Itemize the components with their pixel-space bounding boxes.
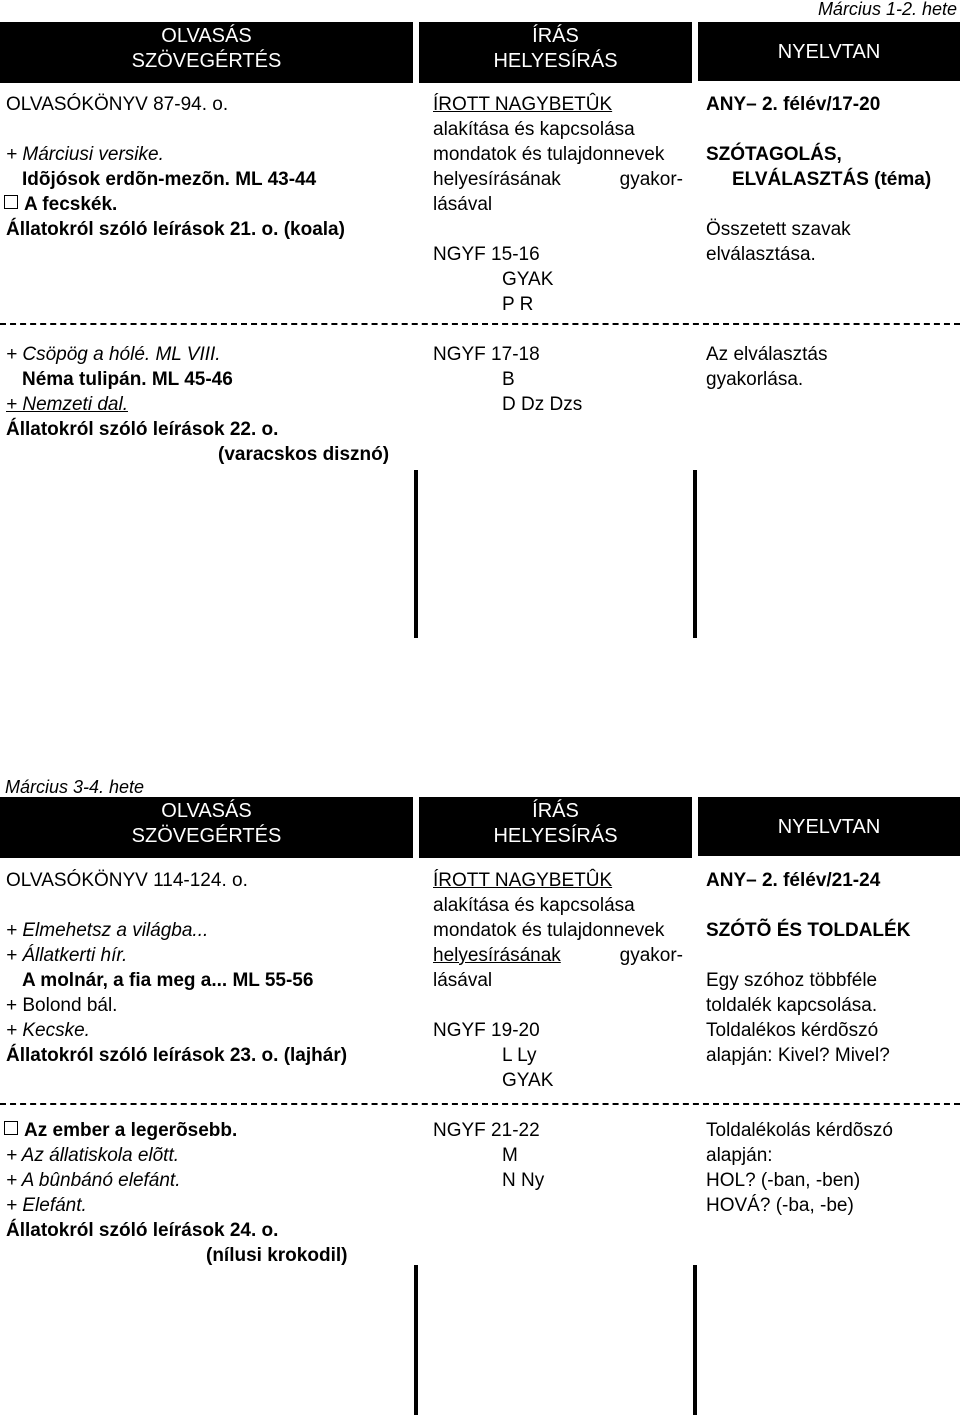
row-divider xyxy=(0,1103,960,1105)
writing-line: D Dz Dzs xyxy=(502,394,583,415)
writing-word: gyakor- xyxy=(619,169,683,190)
grammar-line: SZÓTÕ ÉS TOLDALÉK xyxy=(706,920,911,941)
writing-line: L Ly xyxy=(502,1045,537,1066)
reading-line: + Állatkerti hír. xyxy=(6,945,128,966)
reading-line: + Elefánt. xyxy=(6,1195,87,1216)
writing-line: alakítása és kapcsolása xyxy=(433,119,635,140)
reading-line: + Csöpög a hólé. ML VIII. xyxy=(6,344,221,365)
reading-line: A molnár, a fia meg a... ML 55-56 xyxy=(22,970,314,991)
grammar-line: alapján: xyxy=(706,1145,773,1166)
reading-line: OLVASÓKÖNYV 114-124. o. xyxy=(6,870,248,891)
grammar-line: ANY– 2. félév/17-20 xyxy=(706,94,881,115)
grammar-line: Toldalékos kérdõszó xyxy=(706,1020,879,1041)
grammar-line: gyakorlása. xyxy=(706,369,804,390)
header-line: NYELVTAN xyxy=(777,816,881,838)
column-separator xyxy=(414,1265,418,1415)
writing-line: mondatok és tulajdonnevek xyxy=(433,920,665,941)
header-line: ÍRÁS xyxy=(532,25,579,47)
grammar-line: SZÓTAGOLÁS, xyxy=(706,144,842,165)
row-divider xyxy=(0,323,960,325)
writing-line xyxy=(433,167,683,192)
grammar-line: alapján: Kivel? Mivel? xyxy=(706,1045,890,1066)
header-reading xyxy=(0,22,413,83)
reading-line: + A bûnbánó elefánt. xyxy=(6,1170,181,1191)
grammar-line: elválasztása. xyxy=(706,244,816,265)
week-label: Március 1-2. hete xyxy=(817,0,957,19)
writing-line: M xyxy=(502,1145,518,1166)
reading-line: Állatokról szóló leírások 24. o. xyxy=(6,1220,279,1241)
writing-word: helyesírásának xyxy=(433,169,561,190)
grammar-line: toldalék kapcsolása. xyxy=(706,995,878,1016)
reading-line: Idõjósok erdõn-mezõn. ML 43-44 xyxy=(22,169,317,190)
writing-line: NGYF 19-20 xyxy=(433,1020,540,1041)
header-line: HELYESÍRÁS xyxy=(493,825,618,847)
grammar-line: ELVÁLASZTÁS (téma) xyxy=(732,169,932,190)
header-line: SZÖVEGÉRTÉS xyxy=(131,50,282,72)
reading-line: + Elmehetsz a világba... xyxy=(6,920,209,941)
writing-line: NGYF 17-18 xyxy=(433,344,540,365)
header-reading xyxy=(0,797,413,858)
header-writing xyxy=(419,22,692,83)
header-grammar xyxy=(698,22,960,81)
writing-line: alakítása és kapcsolása xyxy=(433,895,635,916)
reading-line: + Az állatiskola elõtt. xyxy=(6,1145,180,1166)
writing-line: GYAK xyxy=(502,1070,554,1091)
header-writing xyxy=(419,797,692,858)
header-grammar xyxy=(698,797,960,856)
header-line: SZÖVEGÉRTÉS xyxy=(131,825,282,847)
header-line: OLVASÁS xyxy=(161,25,252,47)
header-line: HELYESÍRÁS xyxy=(493,50,618,72)
grammar-line: Az elválasztás xyxy=(706,344,828,365)
column-separator xyxy=(414,470,418,638)
reading-line xyxy=(4,1118,237,1143)
writing-line: P R xyxy=(502,294,534,315)
column-separator xyxy=(693,470,697,638)
column-separator xyxy=(693,1265,697,1415)
writing-line: lásával xyxy=(433,970,493,991)
reading-line: Állatokról szóló leírások 22. o. xyxy=(6,419,279,440)
grammar-line: Egy szóhoz többféle xyxy=(706,970,878,991)
reading-text: A fecskék. xyxy=(24,194,118,215)
checkbox-icon xyxy=(4,1121,18,1135)
header-line: OLVASÁS xyxy=(161,800,252,822)
writing-line: mondatok és tulajdonnevek xyxy=(433,144,665,165)
reading-line: (varacskos disznó) xyxy=(218,444,390,465)
reading-line: + Bolond bál. xyxy=(6,995,118,1016)
reading-line: Néma tulipán. ML 45-46 xyxy=(22,369,233,390)
reading-line xyxy=(4,192,117,217)
reading-line: Állatokról szóló leírások 23. o. (lajhár) xyxy=(6,1045,348,1066)
week-label: Március 3-4. hete xyxy=(5,777,145,797)
reading-line: + Márciusi versike. xyxy=(6,144,164,165)
header-line: NYELVTAN xyxy=(777,41,881,63)
writing-line: B xyxy=(502,369,515,390)
reading-line: + Nemzeti dal. xyxy=(6,394,128,415)
writing-line: ÍROTT NAGYBETÛK xyxy=(433,870,613,891)
writing-line: lásával xyxy=(433,194,493,215)
reading-line: (nílusi krokodil) xyxy=(206,1245,348,1266)
writing-line: NGYF 21-22 xyxy=(433,1120,540,1141)
writing-word: helyesírásának xyxy=(433,945,561,966)
grammar-line: Összetett szavak xyxy=(706,219,851,240)
reading-line: OLVASÓKÖNYV 87-94. o. xyxy=(6,94,229,115)
header-line: ÍRÁS xyxy=(532,800,579,822)
grammar-line: ANY– 2. félév/21-24 xyxy=(706,870,881,891)
grammar-line: Toldalékolás kérdõszó xyxy=(706,1120,893,1141)
reading-text: Az ember a legerõsebb. xyxy=(24,1120,238,1141)
writing-line: ÍROTT NAGYBETÛK xyxy=(433,94,613,115)
writing-line: N Ny xyxy=(502,1170,545,1191)
reading-line: + Kecske. xyxy=(6,1020,90,1041)
checkbox-icon xyxy=(4,195,18,209)
writing-line: NGYF 15-16 xyxy=(433,244,540,265)
reading-line: Állatokról szóló leírások 21. o. (koala) xyxy=(6,219,345,240)
writing-line xyxy=(433,943,683,968)
writing-word: gyakor- xyxy=(619,945,683,966)
grammar-line: HOVÁ? (-ba, -be) xyxy=(706,1195,854,1216)
grammar-line: HOL? (-ban, -ben) xyxy=(706,1170,861,1191)
writing-line: GYAK xyxy=(502,269,554,290)
